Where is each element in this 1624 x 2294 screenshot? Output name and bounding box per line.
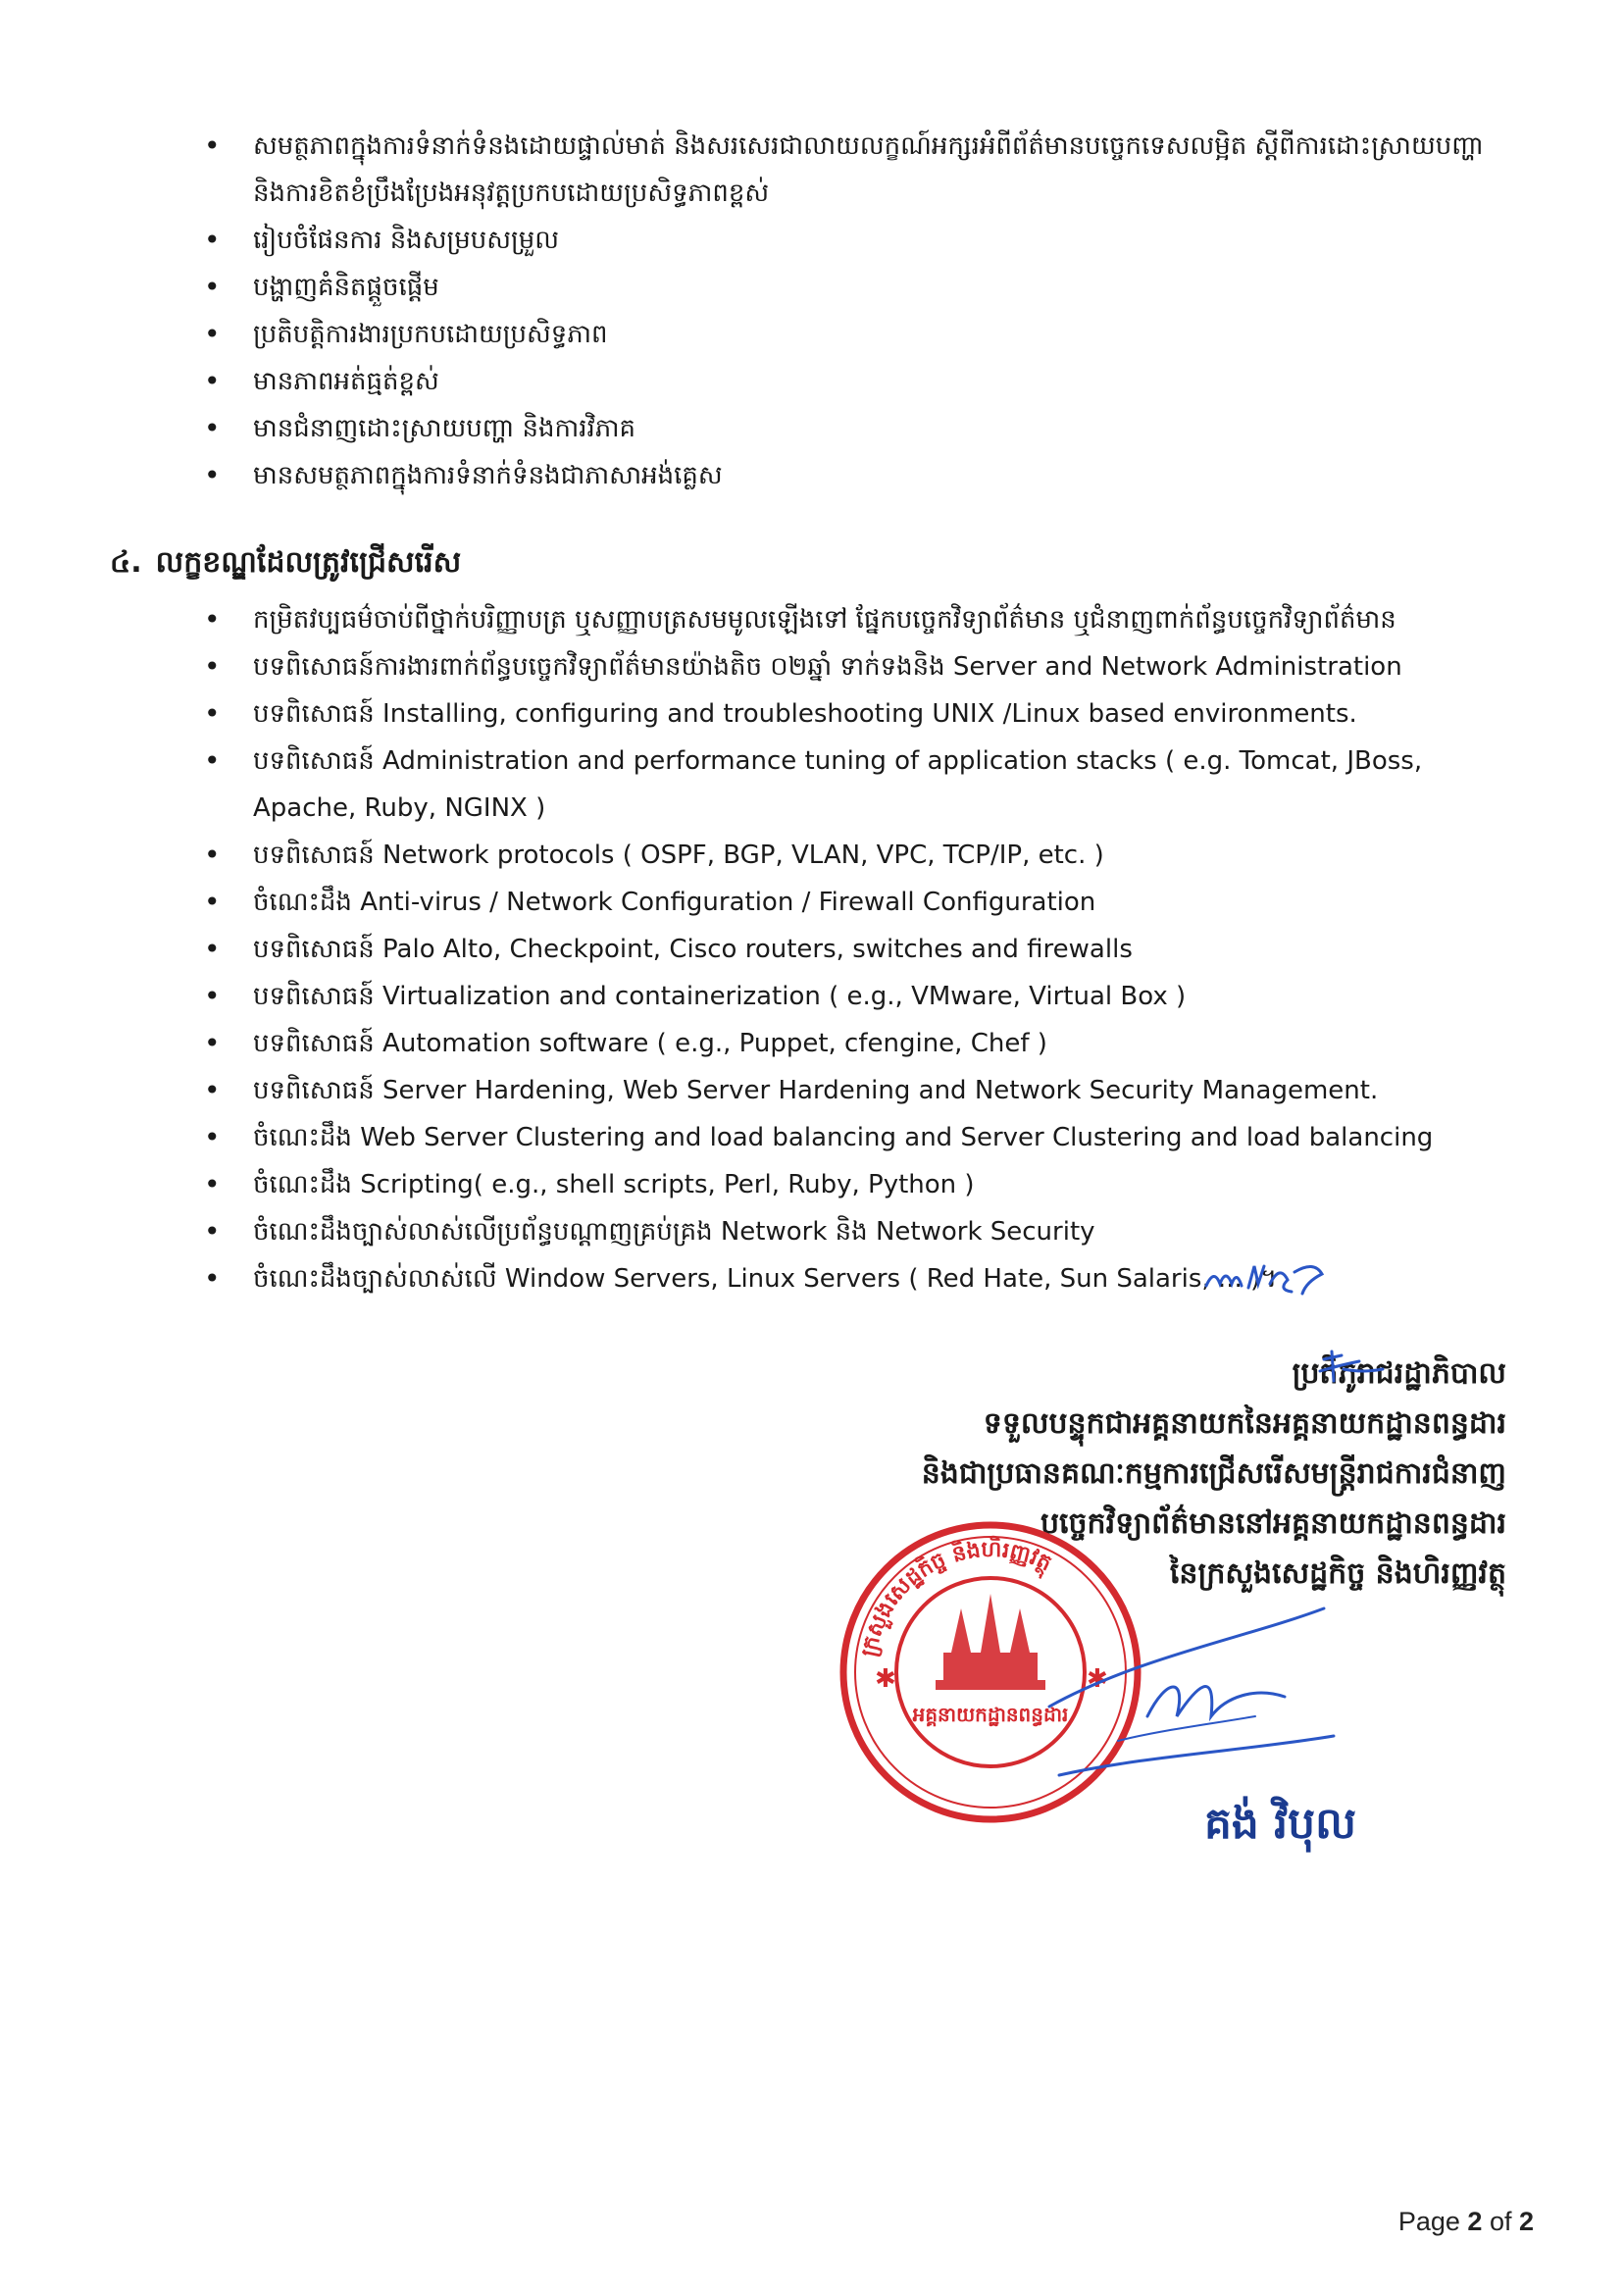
list-item-text: បទពិសោធន៍ Virtualization and containerization ( e.g., VMware, Virtual Box ) (253, 982, 1187, 1011)
list-item (204, 1114, 1508, 1161)
list-item-text: ចំណេះដឹង Anti-virus / Network Configuration / Firewall Configuration (253, 888, 1096, 917)
page-number-separator: of (1482, 2207, 1519, 2236)
list-item-text: មានភាពអត់ធ្មត់ខ្ពស់ (253, 367, 439, 396)
signature-title-line: ប្រតិភូរាជរដ្ឋាភិបាល (1292, 1356, 1506, 1391)
list-item-text: ចំណេះដឹង Scripting( e.g., shell scripts, Perl, Ruby, Python ) (253, 1170, 975, 1199)
list-item (204, 738, 1508, 832)
list-item (204, 643, 1508, 690)
list-item (204, 973, 1508, 1020)
handwritten-signature (1030, 1569, 1353, 1814)
handwritten-mark (1314, 1348, 1393, 1387)
list-item (204, 311, 1508, 358)
list-item-text: ចំណេះដឹង Web Server Clustering and load balancing and Server Clustering and load balancing (253, 1123, 1434, 1152)
signature-title-line: និងជាប្រធានគណៈកម្មការជ្រើសរើសមន្ត្រីរាជការជំនាញ (921, 1456, 1506, 1491)
qualifications-list (204, 596, 1508, 1302)
list-item-text: បទពិសោធន៍ Administration and performance tuning of application stacks ( e.g. Tomcat, JBoss, Apache, Ruby, NGINX ) (253, 746, 1423, 823)
list-item (204, 123, 1508, 217)
page-number (1398, 2207, 1534, 2237)
signature-title-line: ទទួលបន្ទុកជាអគ្គនាយកនៃអគ្គនាយកដ្ឋានពន្ធដារ (983, 1406, 1506, 1441)
skills-list (204, 123, 1508, 499)
list-item (204, 1161, 1508, 1208)
list-item (204, 832, 1508, 879)
list-item-text: បទពិសោធន៍ Palo Alto, Checkpoint, Cisco routers, switches and firewalls (253, 935, 1133, 964)
list-item (204, 926, 1508, 973)
svg-text:✱: ✱ (875, 1664, 896, 1694)
list-item-text: បង្ហាញគំនិតផ្តួចផ្តើម (253, 273, 439, 302)
list-item-text: ចំណេះដឹងច្បាស់លាស់លើប្រព័ន្ធបណ្តាញគ្រប់គ្រង Network និង Network Security (253, 1217, 1095, 1247)
list-item (204, 690, 1508, 738)
handwritten-initials (1201, 1258, 1329, 1298)
page-number-total: 2 (1518, 2207, 1534, 2236)
list-item-text: សមត្ថភាពក្នុងការទំនាក់ទំនងដោយផ្ទាល់មាត់ និងសរសេរជាលាយលក្ខណ៍អក្សរអំពីព័ត៌មានបច្ចេកទេសលម្អិត ស្តីពីការដោះស្រាយបញ្ហានិងការខិតខំប្រឹងប្រែងអនុវត្តប្រកបដោយប្រសិទ្ធភាពខ្ពស់ (253, 131, 1484, 208)
list-item (204, 879, 1508, 926)
list-item-text: បទពិសោធន៍ការងារពាក់ព័ន្ធបច្ចេកវិទ្យាព័ត៌មានយ៉ាងតិច ០២ឆ្នាំ ទាក់ទងនិង Server and Network Administration (253, 652, 1402, 682)
section-title: លក្ខខណ្ឌដែលត្រូវជ្រើសរើស (155, 545, 462, 580)
list-item-text: បទពិសោធន៍ Automation software ( e.g., Puppet, cfengine, Chef ) (253, 1029, 1047, 1058)
list-item (204, 358, 1508, 405)
svg-text:ក្រសួងសេដ្ឋកិច្ច និងហិរញ្ញវត្ថ: ក្រសួងសេដ្ឋកិច្ច និងហិរញ្ញវត្ថុ (856, 1537, 1056, 1659)
svg-text:✱: ✱ (1087, 1664, 1108, 1694)
svg-text:អគ្គនាយកដ្ឋានពន្ធដារ: អគ្គនាយកដ្ឋានពន្ធដារ (912, 1703, 1069, 1726)
list-item (204, 1067, 1508, 1114)
list-item-text: បទពិសោធន៍ Server Hardening, Web Server Hardening and Network Security Management. (253, 1076, 1379, 1105)
section-heading (110, 539, 461, 586)
page-number-current: 2 (1467, 2207, 1483, 2236)
signature-title-line: នៃក្រសួងសេដ្ឋកិច្ច និងហិរញ្ញវត្ថុ (1169, 1556, 1506, 1591)
signer-name: គង់ វិបុល (1204, 1799, 1356, 1849)
list-item-text: កម្រិតវប្បធម៌ចាប់ពីថ្នាក់បរិញ្ញាបត្រ ឬសញ្ញាបត្រសមមូលឡើងទៅ ផ្នែកបច្ចេកវិទ្យាព័ត៌មាន ឬជំនាញពាក់ព័ន្ធបច្ចេកវិទ្យាព័ត៌មាន (253, 605, 1396, 635)
signature-title-line: បច្ចេកវិទ្យាព័ត៌មាននៅអគ្គនាយកដ្ឋានពន្ធដារ (1040, 1506, 1506, 1541)
list-item (204, 1020, 1508, 1067)
list-item-text: មានជំនាញដោះស្រាយបញ្ហា និងការវិភាគ (253, 414, 636, 443)
list-item-text: មានសមត្ថភាពក្នុងការទំនាក់ទំនងជាភាសាអង់គ្លេស (253, 461, 723, 490)
list-item (204, 264, 1508, 311)
list-item-text: បទពិសោធន៍ Network protocols ( OSPF, BGP, VLAN, VPC, TCP/IP, etc. ) (253, 841, 1104, 870)
list-item-text: រៀបចំផែនការ និងសម្របសម្រួល (253, 226, 560, 255)
list-item (204, 596, 1508, 643)
page-number-prefix: Page (1397, 2207, 1468, 2236)
list-item (204, 1208, 1508, 1255)
list-item (204, 452, 1508, 499)
list-item-text: បទពិសោធន៍ Installing, configuring and troubleshooting UNIX /Linux based environments. (253, 699, 1357, 729)
list-item-text: ប្រតិបត្តិការងារប្រកបដោយប្រសិទ្ធភាព (253, 320, 608, 349)
list-item (204, 405, 1508, 452)
section-number: ៤. (110, 545, 142, 580)
list-item-text: ចំណេះដឹងច្បាស់លាស់លើ Window Servers, Linux Servers ( Red Hate, Sun Salaris, ... )។ (253, 1264, 1278, 1294)
list-item (204, 217, 1508, 264)
